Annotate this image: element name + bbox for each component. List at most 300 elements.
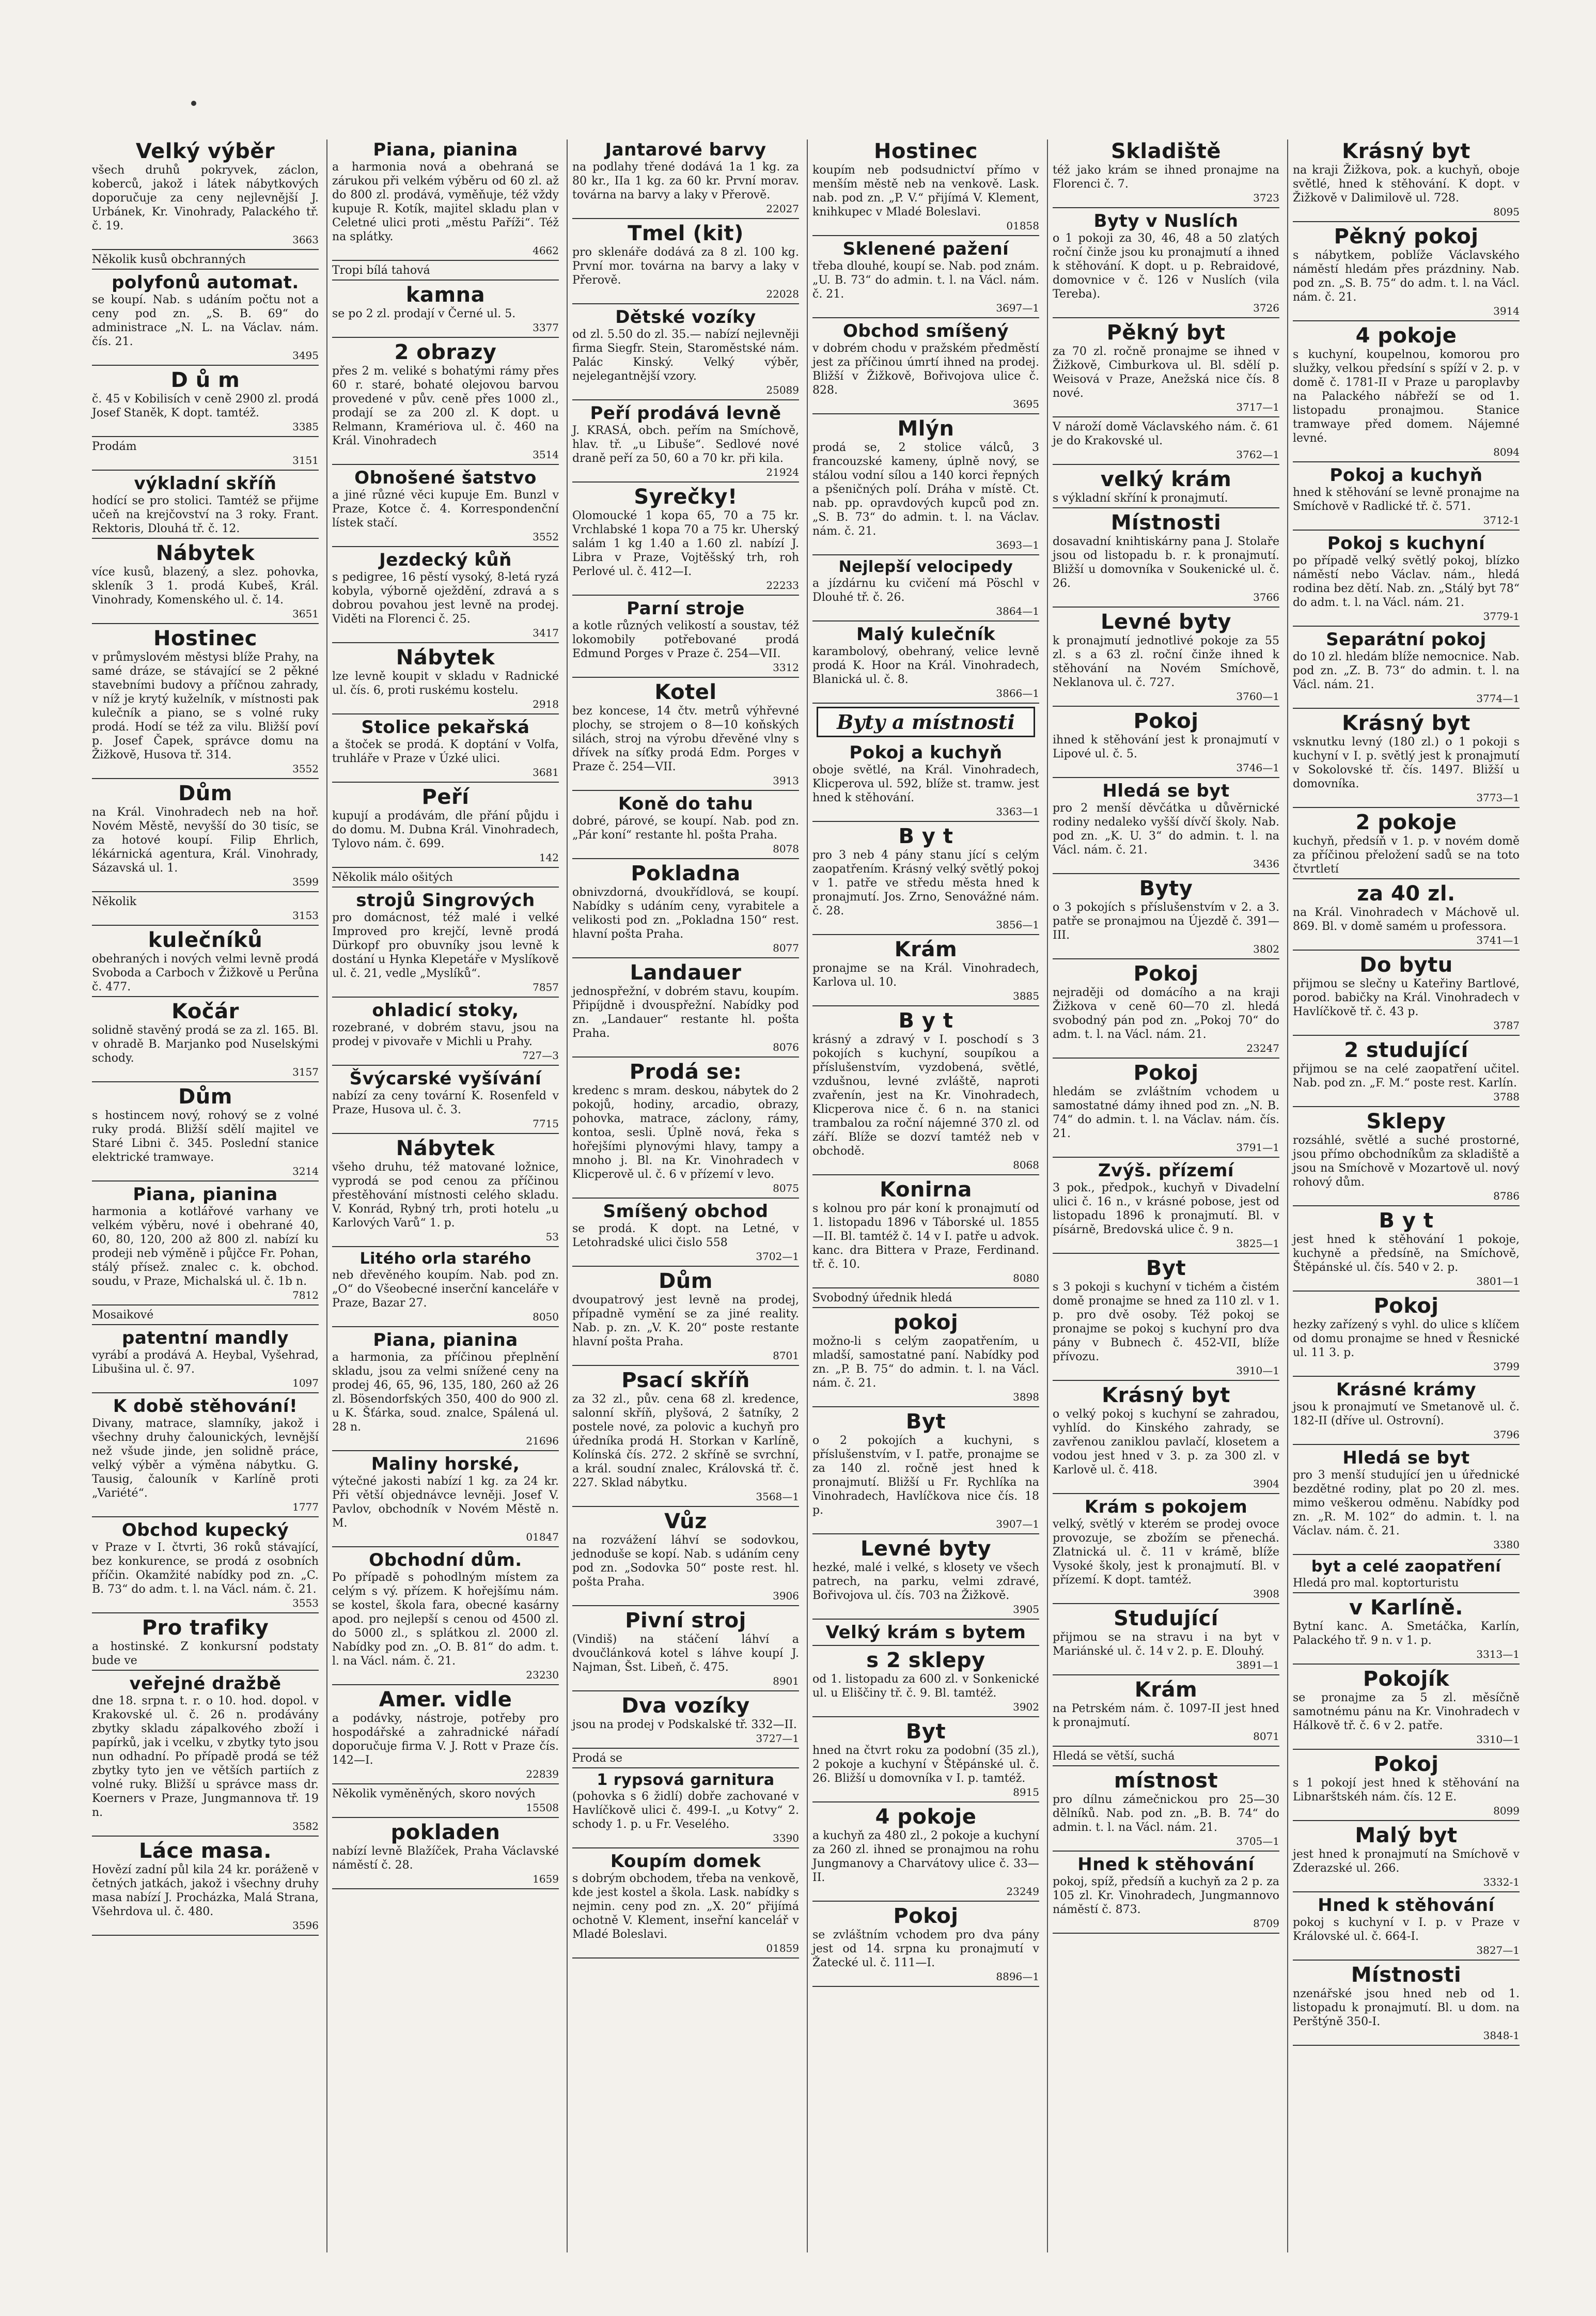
- classified-ad: [332, 646, 559, 711]
- ad-text: Několik vyměněných, skoro nových: [332, 1787, 536, 1800]
- ad-headline: Pokladna: [631, 862, 741, 885]
- classified-ad: [92, 1000, 319, 1079]
- ad-number: 3827—1: [1476, 1944, 1520, 1956]
- ad-separator: [92, 623, 319, 624]
- ad-text: pro domácnost, též malé i velké Improved pro krejčí, levně prodá Dürkopf pro obuvníky jsou levně k dostání u Hynka Klepetáře v Myslíkově ul. č. 21, vedle „Myslíků“.: [332, 911, 559, 980]
- classified-ad: [572, 485, 799, 593]
- ad-headline: Peří: [421, 785, 470, 809]
- ad-separator: [812, 1901, 1039, 1902]
- classified-ad: [1053, 610, 1279, 704]
- classified-ad: [92, 895, 319, 923]
- ad-separator: [572, 218, 799, 219]
- ad-headline: Malý kulečník: [856, 624, 996, 645]
- ad-headline: K době stěhování!: [113, 1396, 298, 1417]
- ad-text: a štoček se prodá. K doptání v Volfa, truhláře v Praze v Úzké ulici.: [332, 738, 559, 765]
- column-rule: [326, 139, 327, 2252]
- classified-ad: [332, 1688, 559, 1781]
- classified-ad: [1293, 953, 1520, 1033]
- ad-number: 8050: [533, 1311, 559, 1323]
- ad-headline: Dům: [178, 782, 232, 805]
- classified-ad: [332, 1550, 559, 1682]
- classified-ad: [812, 938, 1039, 1003]
- ad-text: Hledá pro mal. koptorturistu: [1293, 1577, 1459, 1590]
- ad-text: k pronajmutí jednotlivé pokoje za 55 zl. s a 63 zl. roční činže ihned k stěhování na Novém Smíchově, Neklanova ul. č. 727.: [1053, 634, 1279, 689]
- ad-number: 8075: [773, 1182, 799, 1194]
- ad-separator: [332, 1450, 559, 1451]
- ad-separator: [92, 269, 319, 270]
- ink-dot: [191, 101, 196, 106]
- ad-separator: [1293, 1960, 1520, 1961]
- ad-separator: [332, 260, 559, 261]
- classified-ad: [92, 272, 319, 363]
- ad-number: 22839: [526, 1768, 559, 1780]
- ad-separator: [572, 1506, 799, 1507]
- ad-text: výtečné jakosti nabízí 1 kg. za 24 kr. Při větší objednávce levněji. Josef V. Pavlov, obchodník v Novém Městě n. M.: [332, 1475, 559, 1530]
- ad-headline: místnost: [1114, 1769, 1218, 1793]
- classified-ad: [1053, 139, 1279, 205]
- ad-number: 3332-1: [1483, 1876, 1520, 1888]
- ad-headline: Velký výběr: [135, 139, 275, 163]
- ad-separator: [812, 413, 1039, 414]
- ad-number: 3885: [1013, 990, 1039, 1002]
- ad-separator: [332, 713, 559, 714]
- ad-headline: B y t: [898, 825, 953, 848]
- ad-separator: [1293, 461, 1520, 462]
- classified-ad: [1293, 139, 1520, 219]
- ad-separator: [1293, 1820, 1520, 1821]
- ad-text: Po případě s pohodlným místem za celým s vý. přízem. K hořejšímu nám. se kostel, škola fara, obecné kasárny apod. pro nejlepší s cenou od 4500 zl. do 5000 zl., s splátkou zl. 2000 zl. Nabídky pod zn. „O. B. 81“ do adm. t. l. na Václ. nám. č. 21.: [332, 1571, 559, 1668]
- ad-number: 3773—1: [1476, 791, 1520, 804]
- classified-ad: [332, 1821, 559, 1886]
- ad-text: s nábytkem, poblíže Václavského náměstí hledám přes prázdniny. Nab. pod zn. „S. B. 75“ do adm. t. l. na Václ. nám. č. 21.: [1293, 249, 1520, 304]
- ad-headline: Smíšený obchod: [603, 1201, 769, 1222]
- ad-number: 3596: [292, 1919, 319, 1932]
- ad-text: přijmou se na stravu i na byt v Mariánské ul. č. 14 v 2. p. E. Dlouhý.: [1053, 1631, 1279, 1658]
- ad-number: 8095: [1493, 206, 1520, 218]
- ad-text: se prodá. K dopt. na Letné, v Letohradské ulici čislo 558: [572, 1222, 799, 1249]
- ad-headline: 4 pokoje: [1355, 324, 1457, 348]
- ad-number: 3802: [1253, 943, 1279, 955]
- ad-headline: 2 pokoje: [1355, 811, 1457, 834]
- ad-headline: Kočár: [171, 1000, 239, 1023]
- ad-text: o 2 pokojích a kuchyni, s příslušenstvím, v I. patře, pronajme se za 140 zl. ročně jest hned k pronajmutí. Bližší u Fr. Rychlíka na Vinohradech, Havlíčkova nice čís. 18 p.: [812, 1434, 1039, 1517]
- ad-headline: Krám: [1134, 1678, 1198, 1702]
- ad-text: pokoj s kuchyní v I. p. v Praze v Královské ul. č. 664-I.: [1293, 1916, 1520, 1943]
- ad-separator: [1053, 1746, 1279, 1747]
- ad-separator: [1053, 1058, 1279, 1059]
- ad-text: všeho druhu, též matované ložnice, vyprodá se pod cenou za příčinou přestěhování místnosti celého skladu. V. Konrád, Rybný trh, proti hotelu „u Karlových Varů“ 1. p.: [332, 1161, 559, 1230]
- ad-headline: Pokoj: [1133, 709, 1199, 733]
- ad-number: 7812: [292, 1289, 319, 1301]
- ad-separator: [92, 1324, 319, 1325]
- classified-ad: [1293, 1752, 1520, 1818]
- classified-ad: [1053, 1160, 1279, 1251]
- ad-headline: Pěkný pokoj: [1334, 225, 1479, 248]
- ad-separator: [812, 1645, 1039, 1646]
- classified-ad: [92, 1839, 319, 1933]
- ad-number: 23247: [1246, 1042, 1279, 1054]
- ad-headline: Obchod smíšený: [842, 321, 1009, 341]
- ad-text: do 10 zl. hledám blíže nemocnice. Nab. pod zn. „Z. B. 73“ do admin. t. l. na Václ. nám. 21.: [1293, 650, 1520, 691]
- ad-number: 3385: [292, 421, 319, 433]
- ad-headline: Vůz: [664, 1510, 707, 1533]
- ad-separator: [812, 317, 1039, 318]
- ad-headline: Nábytek: [396, 1137, 495, 1160]
- ad-separator: [1293, 626, 1520, 627]
- classified-ad: [332, 1330, 559, 1448]
- classified-ad: [572, 1201, 799, 1264]
- ad-text: jest hned k stěhování 1 pokoje, kuchyně a předsíně, na Smíchově, Štěpánské ul. čís. 540 v 2. p.: [1293, 1233, 1520, 1274]
- ad-headline: Švýcarské vyšívání: [349, 1068, 542, 1089]
- ad-text: velký, světlý v kterém se prodej ovoce provozuje, se zbožím se přenechá. Zlatnická ul. č. 11 v krámě, blíže Vysoké školy, jest k pronajmutí. Bl. v přízemí. K dopt. tamtéž.: [1053, 1518, 1279, 1587]
- ad-text: a jiné různé věci kupuje Em. Bunzl v Praze, Kotce č. 4. Korrespondenční lístek stačí.: [332, 489, 559, 530]
- ad-text: jednospřežní, v dobrém stavu, koupím. Připíjdně i dvouspřežní. Nabídky pod zn. „Landauer“ restante hl. pošta Praha.: [572, 985, 799, 1040]
- classified-ad: [92, 1308, 319, 1322]
- column-6: [1289, 139, 1524, 2252]
- ad-text: hodící se pro stolici. Tamtéž se přijme učeň na krejčovství na 3 roky. Frant. Rektoris, Dlouhá tř. č. 12.: [92, 494, 319, 535]
- ad-number: 3723: [1253, 192, 1279, 204]
- classified-ad: [332, 340, 559, 462]
- ad-text: dne 18. srpna t. r. o 10. hod. dopol. v Krakovské ul. č. 26 n. prodávány zbytky skladu zápalkového zboží i papírků, jak i vcelku, v zbytky tyto jsou nun odhadní. Po případě prodá se též zbytky tyto jen ve větších partiích z volné ruky. Bližší u správce mass dr. Koerners v Praze, Jungmannova tř. 19 n.: [92, 1695, 319, 1819]
- ad-headline: 4 pokoje: [875, 1805, 977, 1829]
- classified-ad: [572, 403, 799, 479]
- ad-number: 3697—1: [996, 302, 1039, 314]
- ad-text: na rozvážení láhví se sodovkou, jednoduše se kopí. Nab. s udáním ceny pod zn. „Sodovka 50“ poste rest. hl. pošta Praha.: [572, 1534, 799, 1589]
- ad-headline: 2 studující: [1344, 1038, 1468, 1062]
- ad-text: všech druhů pokryvek, záclon, koberců, jakož i látek nábytkových doporučuje za ceny nejlevnější J. Urbánek, Kr. Vinohrady, Palackého tř. č. 19.: [92, 164, 319, 232]
- ad-number: 22028: [766, 288, 799, 300]
- ad-headline: Pokoj s kuchyní: [1327, 533, 1485, 554]
- ad-separator: [812, 1619, 1039, 1620]
- ad-headline: Hostinec: [874, 139, 978, 163]
- section-heading: Byty a místnosti: [817, 707, 1035, 737]
- ad-text: rozsáhlé, světlé a suché prostorné, jsou přímo obchodníkům za skladiště a jsou na Smíchově v Mozartově ul. nový rohový dům.: [1293, 1134, 1520, 1189]
- ad-separator: [332, 279, 559, 281]
- ad-separator: [1053, 1380, 1279, 1381]
- ad-headline: Byt: [905, 1720, 946, 1744]
- ad-text: hezky zařízený s vyhl. do ulice s klíčem od domu pronajme se hned v Řesnické ul. 11 3. p.: [1293, 1318, 1520, 1359]
- ad-number: 3908: [1253, 1588, 1279, 1600]
- ad-headline: Nábytek: [155, 541, 255, 565]
- ad-separator: [92, 1935, 319, 1936]
- classified-ad: [332, 263, 559, 277]
- classified-ad: [1053, 781, 1279, 871]
- classified-ad: [332, 139, 559, 258]
- ad-separator: [92, 249, 319, 250]
- classified-ad: [812, 417, 1039, 552]
- classified-ad: [572, 1751, 799, 1765]
- column-rule: [567, 139, 568, 2252]
- ad-separator: [1293, 1205, 1520, 1206]
- column-1: [88, 139, 323, 2252]
- ad-number: 01859: [766, 1942, 799, 1954]
- ad-text: v průmyslovém městysi blíže Prahy, na samé dráze, se stávající se 2 pěkné stavebními budovy a příčnou zahrady, v níž je krytý kuželník, v místnosti pak kulečník a piano, se s volné ruky prodá. Hodí se též za vilu. Bližší poví p. Josef Čapek, správce domu na Žižkově, Husova tř. 314.: [92, 651, 319, 761]
- ad-headline: Krásný byt: [1342, 711, 1470, 735]
- ad-headline: Velký krám s bytem: [825, 1622, 1026, 1643]
- ad-headline: B y t: [898, 1009, 953, 1033]
- classified-ad: [572, 598, 799, 675]
- ad-number: 3766: [1253, 591, 1279, 603]
- ad-separator: [1293, 950, 1520, 951]
- ad-separator: [812, 1801, 1039, 1802]
- classified-ad: [92, 541, 319, 621]
- ad-separator: [1293, 221, 1520, 222]
- ad-separator: [332, 546, 559, 547]
- ad-number: 8915: [1013, 1786, 1039, 1798]
- ad-headline: Levné byty: [1100, 610, 1232, 634]
- ad-number: 3796: [1493, 1428, 1520, 1441]
- classified-ad: [92, 1085, 319, 1178]
- ad-headline: Byty: [1139, 877, 1193, 900]
- ad-text: Hovězí zadní půl kila 24 kr. poráženě v četných jatkách, jakož i všechny druhy masa nabízí J. Procházka, Malá Strana, Všehrdova ul. č. 480.: [92, 1863, 319, 1918]
- ad-text: s výkladní skříní k pronajmutí.: [1053, 492, 1228, 505]
- ad-text: v dobrém chodu v pražském předměstí jest za příčinou úmrtí ihned na prodej. Bližší v Žižkově, Bořivojova ulice č. 828.: [812, 342, 1039, 397]
- ad-text: solidně stavěný prodá se za zl. 165. Bl. v ohradě B. Marjanko pod Nuselskými schody.: [92, 1024, 319, 1065]
- ad-headline: Nábytek: [396, 646, 495, 670]
- ad-headline: Krám: [894, 938, 958, 961]
- ad-separator: [572, 303, 799, 304]
- ad-number: 1659: [533, 1873, 559, 1885]
- ad-headline: Hned k stěhování: [1077, 1854, 1255, 1875]
- ad-separator: [332, 642, 559, 643]
- ad-text: též jako krám se ihned pronajme na Florenci č. 7.: [1053, 164, 1279, 191]
- ad-separator: [1053, 1933, 1279, 1934]
- ad-headline: Sklepy: [1366, 1110, 1446, 1133]
- classified-ad: [812, 558, 1039, 618]
- ad-separator: [1053, 317, 1279, 318]
- ad-separator: [1053, 416, 1279, 417]
- ad-headline: Landauer: [630, 961, 742, 985]
- ad-headline: 1 rypsová garnitura: [597, 1771, 775, 1789]
- ad-text: Několik: [92, 895, 137, 908]
- ad-text: možno-li s celým zaopatřením, u mladší, samostatné paní. Nabídky pod zn. „P. B. 75“ do admin. t. l. na Václ. nám. č. 21.: [812, 1335, 1039, 1390]
- ad-separator: [812, 934, 1039, 935]
- ad-separator: [92, 996, 319, 997]
- ad-text: pronajme se na Král. Vinohradech, Karlova ul. 10.: [812, 962, 1039, 989]
- ad-headline: Skladiště: [1110, 139, 1221, 163]
- ad-separator: [92, 470, 319, 471]
- classified-ad: [1293, 629, 1520, 706]
- classified-ad: [1053, 1061, 1279, 1155]
- classified-ad: [1293, 1379, 1520, 1442]
- ad-number: 3774—1: [1476, 692, 1520, 705]
- classified-ad: [1293, 1038, 1520, 1104]
- ad-headline: Krásný byt: [1102, 1384, 1230, 1407]
- classified-ad: [572, 1694, 799, 1746]
- classified-ad: [572, 1771, 799, 1845]
- ad-headline: Hledá se byt: [1342, 1448, 1470, 1468]
- ad-separator: [1053, 1157, 1279, 1158]
- ad-separator: [92, 1516, 319, 1517]
- ad-number: 23230: [526, 1669, 559, 1681]
- classified-ad: [812, 1291, 1039, 1305]
- ad-number: 3153: [292, 909, 319, 922]
- ad-number: 3906: [773, 1590, 799, 1602]
- ad-number: 4662: [533, 244, 559, 257]
- ad-headline: Pokoj: [1373, 1752, 1439, 1776]
- classified-ad: [1053, 211, 1279, 315]
- ad-headline: Pokoj: [1133, 962, 1199, 986]
- ad-number: 3651: [292, 608, 319, 620]
- ad-text: se zvláštním vchodem pro dva pány jest od 14. srpna ku pronajmutí v Žatecké ul. č. 111—I.: [812, 1929, 1039, 1969]
- ad-headline: Zvýš. přízemí: [1098, 1160, 1234, 1181]
- ad-text: neb dřevěného koupím. Nab. pod zn. „O“ do Všeobecné inserční kanceláře v Praze, Bazar 27.: [332, 1269, 559, 1310]
- classified-ad: [572, 1369, 799, 1504]
- ad-headline: Konirna: [880, 1178, 972, 1202]
- ad-text: 3 pok., předpok., kuchyň v Divadelní ulici č. 16 n., v krásné pobose, jest od listopadu 1896 k pronajmutí. Bl. v písárně, Bredovská ulice č. 9 n.: [1053, 1182, 1279, 1236]
- ad-separator: [812, 1005, 1039, 1006]
- ad-number: 3310—1: [1476, 1733, 1520, 1746]
- ad-text: vyrábí a prodává A. Heybal, Vyšehrad, Libušina ul. č. 97.: [92, 1349, 319, 1376]
- ad-number: 3695: [1013, 398, 1039, 410]
- ad-number: 1777: [292, 1501, 319, 1513]
- ad-number: 3553: [292, 1597, 319, 1609]
- ad-text: Divany, matrace, slamníky, jakož i všechny druhy čalounických, levnější než všude jinde, jen solidně práce, velký výběr a výměna nábytku. G. Tausig, čalouník v Karlíně proti „Variété“.: [92, 1417, 319, 1500]
- ad-text: nzenářské jsou hned neb od 1. listopadu k pronajmutí. Bl. u dom. na Perštýně 350-I.: [1293, 1987, 1520, 2028]
- ad-number: 3712-1: [1483, 514, 1520, 526]
- classified-ad: [1053, 468, 1279, 505]
- ad-separator: [572, 1266, 799, 1267]
- ad-separator: [572, 790, 799, 791]
- ad-headline: Dům: [178, 1085, 232, 1109]
- classified-ad: [1053, 1384, 1279, 1491]
- ad-separator: [812, 235, 1039, 236]
- ad-number: 1097: [292, 1377, 319, 1389]
- ad-headline: patentní mandly: [122, 1328, 289, 1348]
- ad-text: a podávky, nástroje, potřeby pro hospodářské a zahradnické nářadí doporučuje firma V. J. Rott v Praze čís. 142—I.: [332, 1712, 559, 1767]
- classified-ad: [812, 1904, 1039, 1984]
- classified-ad: [1053, 1607, 1279, 1672]
- ad-headline: Hledá se byt: [1102, 781, 1230, 801]
- classified-ad: [812, 1622, 1039, 1643]
- ad-number: 3681: [533, 766, 559, 779]
- ad-headline: Pěkný byt: [1106, 321, 1226, 345]
- ad-separator: [1053, 873, 1279, 874]
- ad-text: s hostincem nový, rohový se z volné ruky prodá. Bližší sdělí majitel ve Staré Libni č. 345. Poslední stanice elektrické tramwaye.: [92, 1109, 319, 1164]
- ad-number: 3313—1: [1476, 1648, 1520, 1660]
- ad-number: 8071: [1253, 1730, 1279, 1743]
- ad-text: Tropi bílá tahová: [332, 264, 430, 277]
- ad-separator: [1053, 1851, 1279, 1852]
- ad-number: 3910—1: [1236, 1364, 1279, 1377]
- ad-number: 3599: [292, 876, 319, 888]
- ad-headline: Maliny horské,: [371, 1454, 520, 1474]
- ad-headline: Pokoj: [1133, 1061, 1199, 1085]
- ad-number: 25089: [766, 384, 799, 396]
- ad-headline: Jezdecký kůň: [379, 550, 512, 570]
- ad-text: dobré, párové, se koupí. Nab. pod zn. „Pár koní“ restante hl. pošta Praha.: [572, 815, 799, 842]
- ad-text: kredenc s mram. deskou, nábytek do 2 pokojů, hodiny, arcadio, obrazy, pohovka, matrace, záclony, rámy, kontoa, sesli. Úplně nová, řeka s hořejšími plynovými hlavy, tampy a mnoho j. Bl. na Kr. Vinohradech v Klicperově ul. č. 6 v přízemí v levo.: [572, 1084, 799, 1181]
- ad-text: s kuchyní, koupelnou, komorou pro služky, velkou předsíní s spíží v 2. p. v domě č. 1781-II v Praze u paroplavby na Palackého nábřeží se od 1. listopadu pronajmou. Stanice tramwaye před domem. Nájemné levné.: [1293, 348, 1520, 445]
- classified-ad: [92, 928, 319, 994]
- ad-text: Olomoucké 1 kopa 65, 70 a 75 kr. Vrchlabské 1 kopa 70 a 75 kr. Uherský salám 1 kg 1.40 a 1.60 zl. nabízí J. Libra v Praze, Vojtěšský trh, roh Perlové ul. č. 412—I.: [572, 509, 799, 578]
- ad-text: Prodám: [92, 440, 137, 453]
- column-5: [1049, 139, 1284, 2252]
- ad-separator: [332, 1888, 559, 1889]
- ad-number: 8080: [1013, 1272, 1039, 1284]
- ad-number: 8076: [773, 1041, 799, 1053]
- ad-number: 3760—1: [1236, 690, 1279, 703]
- ad-separator: [572, 1847, 799, 1848]
- ad-text: č. 45 v Kobilisích v ceně 2900 zl. prodá Josef Staněk, K dopt. tamtéž.: [92, 393, 319, 419]
- classified-ad: [812, 1720, 1039, 1799]
- ad-headline: Syrečky!: [634, 485, 738, 509]
- classified-ad: [1053, 511, 1279, 604]
- ad-separator: [812, 1533, 1039, 1534]
- ad-number: 8078: [773, 843, 799, 855]
- ad-number: 21696: [526, 1435, 559, 1447]
- ad-separator: [1293, 2045, 1520, 2046]
- classified-ad: [572, 139, 799, 216]
- ad-number: 3552: [292, 763, 319, 775]
- ad-text: v Praze v I. čtvrti, 36 roků stávající, bez konkurence, se prodá z osobních příčin. Okamžité nabídky pod zn. „C. B. 73“ do adm. t. l. na Václ. nám. č. 21.: [92, 1541, 319, 1596]
- column-4: [808, 139, 1043, 2252]
- ad-number: 23249: [1006, 1885, 1039, 1898]
- ad-text: hezké, malé i velké, s klosety ve všech patrech, na parku, velmi zdravé, Bořivojova ul. čís. 703 na Žižkově.: [812, 1561, 1039, 1602]
- ad-number: 7857: [533, 981, 559, 993]
- ad-separator: [812, 821, 1039, 822]
- ad-separator: [572, 1198, 799, 1199]
- ad-separator: [92, 1180, 319, 1182]
- ad-separator: [572, 595, 799, 596]
- classified-ad: [332, 1000, 559, 1063]
- ad-text: za 32 zl., pův. cena 68 zl. kredence, salonní skříň, plyšová, 2 šatníky, 2 postele nové, za polovic a kuchyň pro úředníka prodá H. Storkan v Karlíně, Kolínská čís. 272. 2 skříně se svrchní, a král. soudní znalec, Královská tř. č. 227. Sklad nábytku.: [572, 1393, 799, 1489]
- ad-text: bez koncese, 14 čtv. metrů výhřevné plochy, se strojem o 8—10 koňských silách, stroj na výrobu dřevěné vlny s dřívek na síťky prodá Edm. Porges v Praze č. 254—VII.: [572, 705, 799, 773]
- ad-number: 8901: [773, 1675, 799, 1687]
- ad-separator: [572, 1605, 799, 1606]
- ad-text: třeba dlouhé, koupí se. Nab. pod znám. „U. B. 73“ do admin. t. l. na Václ. nám. č. 21.: [812, 260, 1040, 301]
- ad-headline: Studující: [1114, 1607, 1218, 1630]
- classified-ad: [332, 1250, 559, 1324]
- ad-separator: [812, 1406, 1039, 1407]
- ad-separator: [332, 1246, 559, 1247]
- ad-number: 3436: [1253, 858, 1279, 870]
- classified-ad: [1053, 1854, 1279, 1931]
- ad-text: rozebrané, v dobrém stavu, jsou na prodej v pivovaře v Michli u Prahy.: [332, 1021, 559, 1048]
- ad-number: 3214: [292, 1165, 319, 1177]
- ad-headline: Krám s pokojem: [1084, 1497, 1248, 1517]
- ad-number: 3891—1: [1236, 1659, 1279, 1671]
- ad-headline: Pokojík: [1363, 1667, 1450, 1691]
- ad-separator: [1293, 708, 1520, 709]
- ad-text: se koupí. Nab. s udáním počtu not a ceny pod zn. „S. B. 69“ do administrace „N. L. na Václav. nám. čís. 21.: [92, 293, 319, 348]
- ad-text: o velký pokoj s kuchyní se zahradou, vyhlíd. do Kinského zahrady, se zavřenou zaniklou pavlačí, klosetem a vodou jest hned v 3. p. za 300 zl. v Karlově ul. č. 418.: [1053, 1408, 1279, 1476]
- ad-headline: kamna: [405, 283, 486, 307]
- ad-headline: Dům: [659, 1269, 713, 1293]
- ad-separator: [92, 1670, 319, 1671]
- ad-separator: [572, 1767, 799, 1768]
- ad-text: pro 3 menší studující jen u úřednické bezdětné rodiny, plat po 20 zl. mes. mimo veškerou odměnu. Nabídky pod zn. „R. M. 102“ do admin. t. l. na Václav. nám. č. 21.: [1293, 1469, 1520, 1537]
- classified-ad: [1293, 1963, 1520, 2043]
- ad-separator: [1293, 530, 1520, 531]
- classified-ad: [1293, 1209, 1520, 1288]
- classified-ad: [1293, 533, 1520, 624]
- classified-ad: [812, 1178, 1039, 1285]
- ad-text: na podlahy třené dodává 1a 1 kg. za 80 kr., IIa 1 kg. za 60 kr. První morav. továrna na barvy a laky v Přerově.: [572, 161, 799, 201]
- classified-ad: [812, 1410, 1039, 1531]
- ad-headline: veřejné dražbě: [129, 1673, 281, 1694]
- ad-separator: [1053, 958, 1279, 959]
- ad-number: 8077: [773, 942, 799, 954]
- ad-headline: Psací skříň: [621, 1369, 750, 1392]
- ad-number: 2918: [533, 698, 559, 710]
- ad-text: hledám se zvláštním vchodem u samostatné dámy ihned pod zn. „N. B. 74“ do admin. t. l. na Václav. nám. čís. 21.: [1053, 1085, 1279, 1140]
- classified-ad: [1293, 1110, 1520, 1203]
- ad-text: se po 2 zl. prodají v Černé ul. 5.: [332, 307, 516, 320]
- ad-text: s kolnou pro pár koní k pronajmutí od 1. listopadu 1896 v Táborské ul. 1855—II. Bl. tamtéž č. 14 v I. patře u advok. kanc. dra Bittera v Praze, Ferdinand. tř. č. 10.: [812, 1202, 1039, 1271]
- ad-separator: [332, 887, 559, 888]
- ad-text: nabízí levně Blažíček, Praha Václavské náměstí č. 28.: [332, 1845, 559, 1872]
